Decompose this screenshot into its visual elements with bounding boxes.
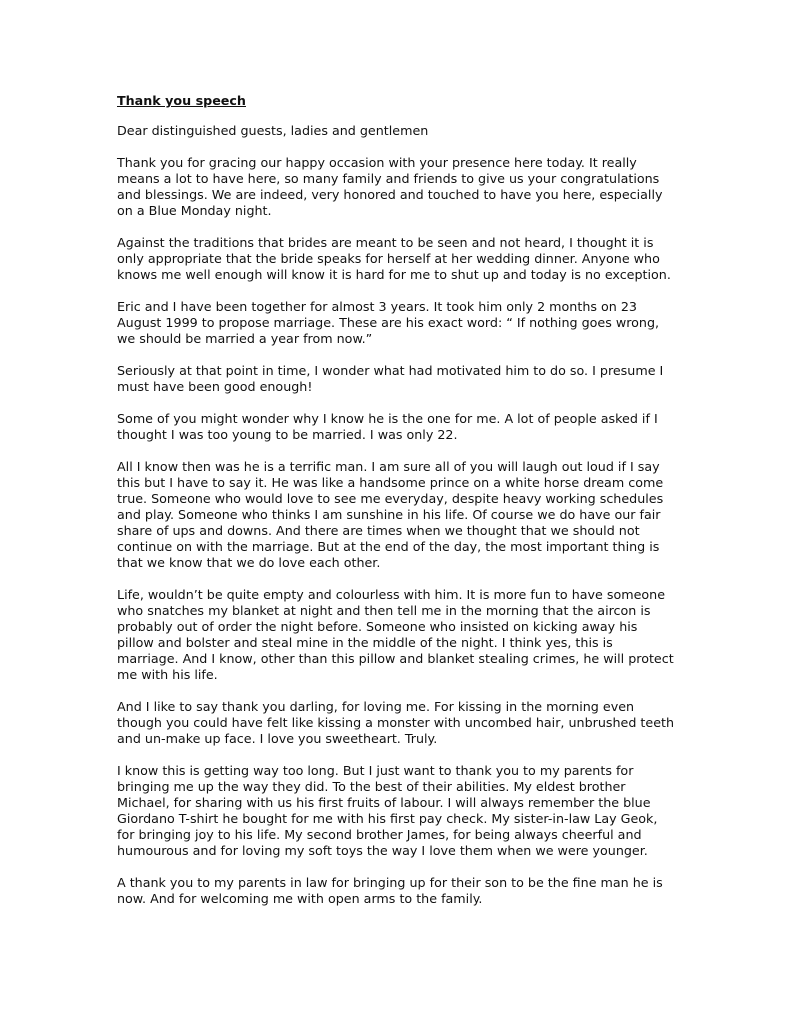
paragraph-terrific-man: All I know then was he is a terrific man. I am sure all of you will laugh out loud if I say this but I have to say it. He was like a handsome prince on a white horse dream come true. Someone who would love to see me everyday, despite heavy working schedules and play. Someone who thinks I am sunshine in his life. Of course we do have our fair share of ups and downs. And there are times when we thought that we should not continue on with the marriage. But at the end of the day, the most important thing is that we know that we do love each other. (117, 459, 664, 570)
paragraph-thanks-guests: Thank you for gracing our happy occasion with your presence here today. It really means a lot to have here, so many family and friends to give us your congratulations and blessings. We are indeed, very honored and touched to have you here, especially on a Blue Monday night. (117, 155, 663, 218)
paragraph-proposal: Eric and I have been together for almost 3 years. It took him only 2 months on 23 August 1999 to propose marriage. These are his exact word: “ If nothing goes wrong, we should be married a year from now.” (117, 299, 660, 346)
paragraph-darling: And I like to say thank you darling, for loving me. For kissing in the morning even though you could have felt like kissing a monster with uncombed hair, unbrushed teeth and un-make up face. I love you sweetheart. Truly. (117, 699, 675, 746)
paragraph-the-one: Some of you might wonder why I know he is the one for me. A lot of people asked if I thought I was too young to be married. I was only 22. (117, 411, 658, 442)
paragraph-in-laws: A thank you to my parents in law for bringing up for their son to be the fine man he is now. And for welcoming me with open arms to the family. (117, 875, 663, 906)
paragraph-greeting: Dear distinguished guests, ladies and gentlemen (117, 123, 429, 138)
document-title: Thank you speech (117, 93, 246, 108)
document-page (117, 93, 677, 923)
paragraph-life: Life, wouldn’t be quite empty and colourless with him. It is more fun to have someone who snatches my blanket at night and then tell me in the morning that the aircon is probably out of order the night before. Someone who insisted on kicking away his pillow and bolster and steal mine in the middle of the night. I think yes, this is marriage. And I know, other than this pillow and blanket stealing crimes, he will protect me with his life. (117, 587, 674, 682)
paragraph-family-thanks: I know this is getting way too long. But I just want to thank you to my parents for bringing me up the way they did. To the best of their abilities. My eldest brother Michael, for sharing with us his first fruits of labour. I will always remember the blue Giordano T-shirt he bought for me with his first pay check. My sister-in-law Lay Geok, for bringing joy to his life. My second brother James, for being always cheerful and humourous and for loving my soft toys the way I love them when we were younger. (117, 763, 658, 858)
paragraph-traditions: Against the traditions that brides are meant to be seen and not heard, I thought it is only appropriate that the bride speaks for herself at her wedding dinner. Anyone who knows me well enough will know it is hard for me to shut up and today is no exception. (117, 235, 671, 282)
paragraph-motivation: Seriously at that point in time, I wonder what had motivated him to do so. I presume I must have been good enough! (117, 363, 664, 394)
